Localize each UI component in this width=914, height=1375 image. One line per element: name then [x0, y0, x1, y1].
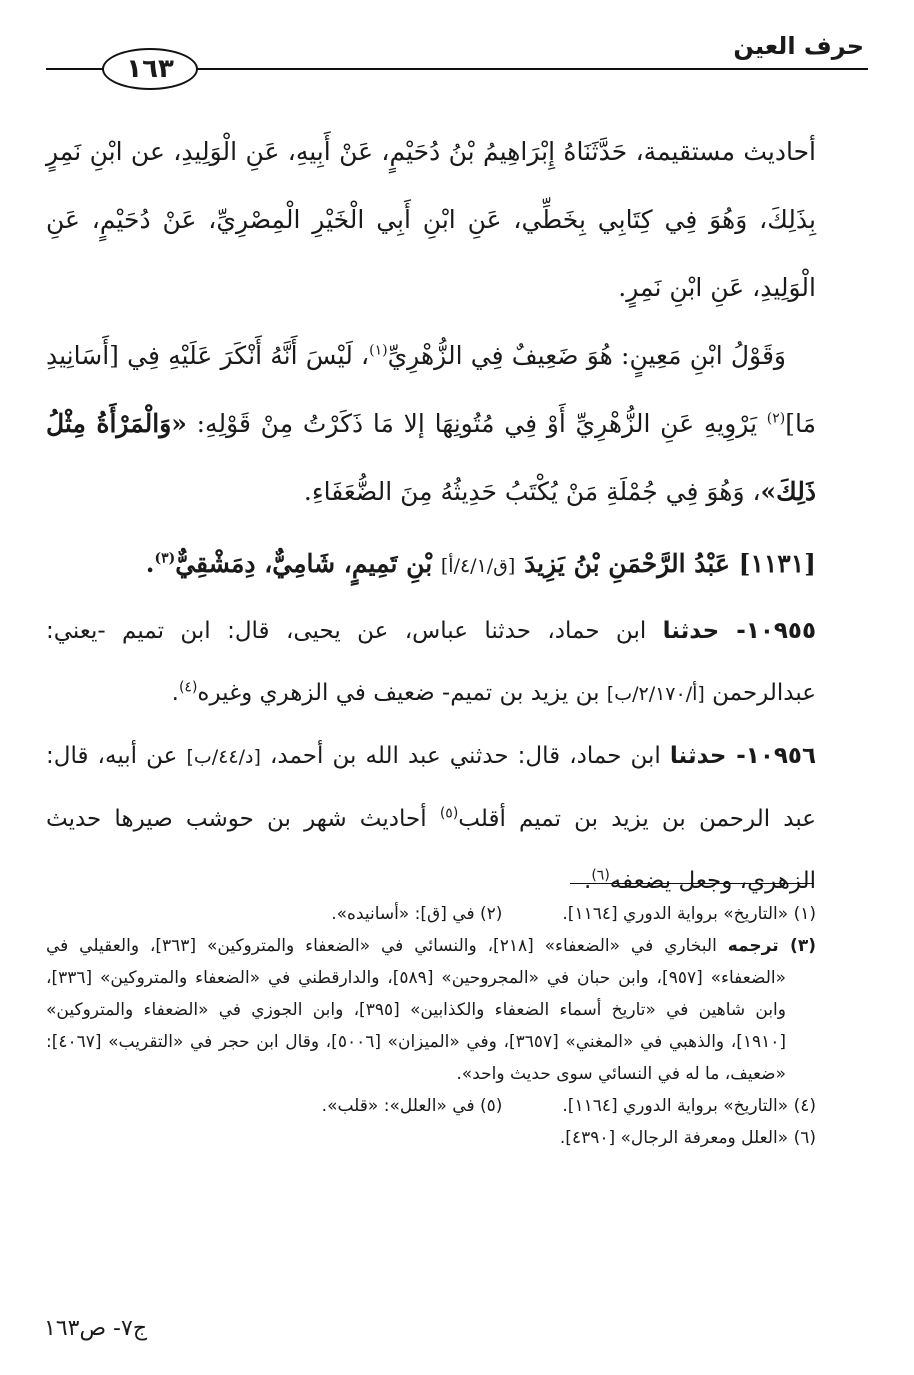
- footnote-row: [46, 1090, 816, 1122]
- entry-name-continued: بْنِ تَمِيمٍ، شَامِيٌّ، دِمَشْقِيٌّ: [175, 549, 433, 578]
- narration-number: ١٠٩٥٦- حدثنا: [669, 743, 816, 769]
- page-number-badge: [102, 48, 198, 90]
- paragraph-1: أحاديث مستقيمة، حَدَّثَنَاهُ إِبْرَاهِيمُ بْنُ دُحَيْمٍ، عَنْ أَبِيهِ، عَنِ الْوَلِيدِ، عن ابْنِ نَمِرٍ بِذَلِكَ، وَهُوَ فِي كِتَابِي بِخَطِّي، عَنِ ابْنِ أَبِي الْخَيْرِ الْمِصْرِيِّ، عَنْ دُحَيْمٍ، عَنِ الْوَلِيدِ، عَنِ ابْنِ نَمِرٍ.: [46, 137, 816, 302]
- footnote-ref-2: (٢): [766, 410, 786, 427]
- manuscript-ref: [د/٤٤/ب]: [186, 746, 261, 768]
- entry-number: [١١٣١]: [738, 549, 816, 578]
- footnote-ref-3: (٣): [154, 550, 176, 567]
- footnote-3: [46, 930, 816, 1090]
- quoted-saying: «وَالْمَرْأَةُ مِثْلُ ذَلِكَ»: [46, 409, 816, 506]
- narration-end: .: [584, 868, 592, 894]
- volume-page-footer: ج٧- ص١٦٣: [44, 1316, 148, 1341]
- narration-text: بن يزيد بن تميم- ضعيف في الزهري وغيره: [197, 680, 607, 706]
- footnote-4: (٤) «التاريخ» برواية الدوري [١١٦٤].: [562, 1096, 816, 1116]
- narration-end: .: [171, 680, 179, 706]
- footnotes: [46, 898, 816, 1154]
- page-number: ١٦٣: [126, 54, 174, 84]
- footnote-row: [46, 898, 816, 930]
- footnote-separator: [570, 883, 814, 884]
- entry-heading: [46, 530, 816, 600]
- narration-number: ١٠٩٥٥- حدثنا: [662, 618, 817, 644]
- narration-text: أحاديث شهر بن حوشب صيرها حديث الزهري، وجعل يضعفه: [46, 806, 816, 894]
- paragraph-2-part-b: ، لَيْسَ أَنَّهُ أَنْكَرَ عَلَيْهِ فِي [أَسَانِيدِ مَا]: [46, 341, 816, 438]
- footnote-1: (١) «التاريخ» برواية الدوري [١١٦٤].: [562, 904, 816, 924]
- paragraph-2-part-c: يَرْوِيهِ عَنِ الزُّهْرِيِّ أَوْ فِي مُتُونِهَا إلا مَا ذَكَرْتُ مِنْ قَوْلِهِ:: [186, 409, 767, 438]
- entry-name: عَبْدُ الرَّحْمَنِ بْنُ يَزِيدَ: [524, 549, 730, 578]
- entry-end: .: [145, 549, 155, 578]
- paragraph-2-part-d: ، وَهُوَ فِي جُمْلَةِ مَنْ يُكْتَبُ حَدِيثُهُ مِنَ الضُّعَفَاءِ.: [303, 477, 761, 506]
- narration-text: عن أبيه، قال: عبد الرحمن بن يزيد بن تميم أقلب: [46, 743, 816, 832]
- footnote-row: [46, 1122, 816, 1154]
- footnote-ref-5: (٥): [439, 805, 459, 822]
- main-text: [46, 118, 816, 912]
- entry-manuscript-ref: [ق/٤/١/أ]: [440, 555, 516, 577]
- narration-text: ابن حماد، قال: حدثني عبد الله بن أحمد،: [260, 743, 670, 769]
- running-head: حرف العين: [733, 32, 864, 60]
- narration-10955: [46, 600, 816, 725]
- footnote-5: (٥) في «العلل»: «قلب».: [321, 1096, 503, 1116]
- footnote-ref-6: (٦): [591, 867, 610, 884]
- footnote-ref-4: (٤): [178, 679, 198, 696]
- footnote-6: (٦) «العلل ومعرفة الرجال» [٤٣٩٠].: [559, 1128, 816, 1148]
- narration-text: ابن حماد، حدثنا عباس، عن يحيى، قال: ابن تميم -يعني: عبدالرحمن: [46, 618, 816, 706]
- footnote-ref-1: (١): [369, 342, 388, 359]
- footnote-3-label: (٣) ترجمه: [727, 936, 816, 956]
- footnote-2: (٢) في [ق]: «أسانيده».: [331, 904, 503, 924]
- footnote-3-text: البخاري في «الضعفاء» [٢١٨]، والنسائي في «الضعفاء والمتروكين» [٣٦٣]، والعقيلي في «الضعفاء» [٩٥٧]، وابن حبان في «المجروحين» [٥٨٩]، والدارقطني في «الضعفاء والمتروكين» [٣٣٦]، وابن شاهين في «تاريخ أسماء الضعفاء والكذابين» [٣٩٥]، وابن الجوزي في «الضعفاء والمتروكين» [١٩١٠]، والذهبي في «المغني» [٣٦٥٧]، وفي «الميزان» [٥٠٠٦]، وقال ابن حجر في «التقريب» [٤٠٦٧]: «ضعيف، ما له في النسائي سوى حديث واحد».: [46, 936, 786, 1084]
- manuscript-ref: [أ/٢/١٧٠/ب]: [606, 683, 705, 705]
- paragraph-2-part-a: وَقَوْلُ ابْنِ مَعِينٍ: هُوَ ضَعِيفٌ فِي الزُّهْرِيِّ: [387, 341, 786, 370]
- paragraph-2: [46, 322, 816, 526]
